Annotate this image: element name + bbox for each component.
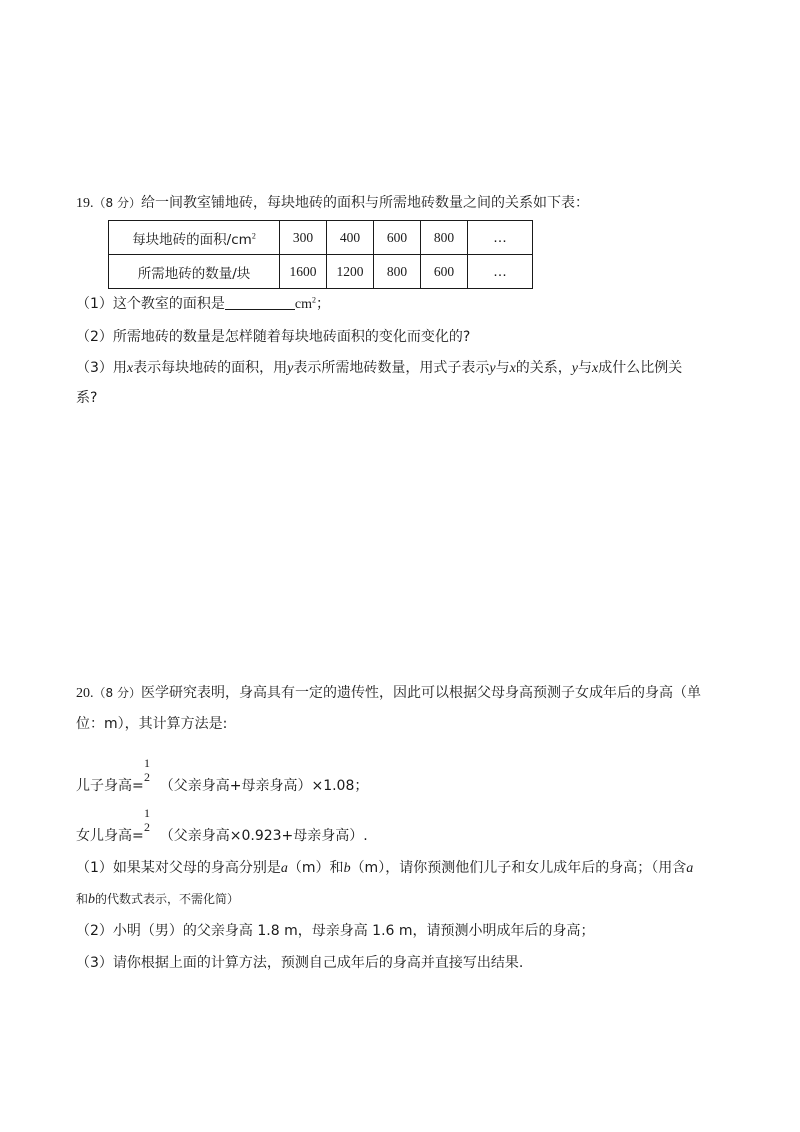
var-b: b <box>343 861 351 876</box>
q19-p3-seg: 成什么比例关 <box>598 360 683 376</box>
var-y: y <box>287 361 294 376</box>
q19-table <box>108 220 533 289</box>
table-cell: 300 <box>280 221 327 255</box>
var-x: x <box>126 361 134 376</box>
q20-stem-text: 医学研究表明，身高具有一定的遗传性，因此可以根据父母身高预测子女成年后的身高（单 <box>140 685 701 701</box>
row1-label-sup: 2 <box>251 231 256 240</box>
son-label: 儿子身高= <box>76 778 144 794</box>
fraction-denominator: 2 <box>144 770 150 784</box>
q19-part3-line2: 系? <box>76 390 98 406</box>
q20-part3: （3）请你根据上面的计算方法，预测自己成年后的身高并直接写出结果. <box>76 955 524 971</box>
table-row1-label <box>109 221 280 255</box>
son-formula-text: （父亲身高+母亲身高）×1.08； <box>159 778 369 794</box>
q19-p3-seg: 表示每块地砖的面积，用 <box>133 360 288 376</box>
var-x: x <box>509 361 516 376</box>
table-cell: 1200 <box>327 255 374 289</box>
var-y: y <box>489 361 496 376</box>
table-cell: … <box>468 221 533 255</box>
q19-part1-end: ； <box>316 296 331 312</box>
q19-p3-seg: 表示所需地砖数量，用式子表示 <box>293 360 490 376</box>
q20-son-formula <box>76 776 368 796</box>
table-cell: 400 <box>327 221 374 255</box>
table-cell: 800 <box>421 221 468 255</box>
table-row <box>109 221 533 255</box>
q19-number: 19. <box>76 196 94 211</box>
daughter-formula-text: （父亲身高×0.923+母亲身高）. <box>159 828 368 844</box>
table-cell: 600 <box>374 221 421 255</box>
var-b: b <box>88 892 96 907</box>
table-cell: … <box>468 255 533 289</box>
q19-part2: （2）所需地砖的数量是怎样随着每块地砖面积的变化而变化的? <box>76 329 471 345</box>
q20-p1-seg: （m）和 <box>287 860 344 876</box>
q19-score: （8 分） <box>93 196 141 210</box>
q19-p3-seg: 与 <box>495 360 510 376</box>
table-row <box>109 255 533 289</box>
q20-number: 20. <box>76 686 94 701</box>
q20-part1-line2 <box>76 889 239 910</box>
q20-p1-seg: （1）如果某对父母的身高分别是 <box>76 860 281 876</box>
var-x: x <box>592 361 599 376</box>
q20-stem <box>76 683 701 704</box>
fraction-denominator: 2 <box>144 820 150 834</box>
q20-score: （8 分） <box>93 686 141 700</box>
row1-label-text: 每块地砖的面积/cm <box>132 231 252 248</box>
q20-stem-line2: 位：m），其计算方法是: <box>76 716 228 732</box>
q19-stem <box>76 193 589 214</box>
table-cell: 800 <box>374 255 421 289</box>
q19-part1-unit-sup: 2 <box>312 295 317 305</box>
q19-p3-seg: （3）用 <box>76 360 127 376</box>
q19-part1 <box>76 294 330 315</box>
table-cell: 600 <box>421 255 468 289</box>
var-y: y <box>571 361 579 376</box>
q20-part1 <box>76 858 693 879</box>
q19-p3-seg: 的关系， <box>515 360 572 376</box>
answer-blank[interactable] <box>225 295 295 310</box>
q20-p1-line2-seg: 的代数式表示，不需化简） <box>95 892 240 906</box>
q19-part3 <box>76 358 682 379</box>
q19-stem-text: 给一间教室铺地砖，每块地砖的面积与所需地砖数量之间的关系如下表： <box>140 195 589 211</box>
q20-p1-seg: （m），请你预测他们儿子和女儿成年后的身高；（用含 <box>350 860 687 876</box>
table-row2-label: 所需地砖的数量/块 <box>109 255 280 289</box>
fraction-numerator: 1 <box>144 756 150 770</box>
var-a: a <box>686 861 694 876</box>
table-cell: 1600 <box>280 255 327 289</box>
daughter-label: 女儿身高= <box>76 828 144 844</box>
q20-part2: （2）小明（男）的父亲身高 1.8 m，母亲身高 1.6 m，请预测小明成年后的身高； <box>76 923 595 939</box>
q20-p1-line2-seg: 和 <box>76 892 89 906</box>
q19-part1-unit: cm <box>294 297 313 312</box>
fraction-numerator: 1 <box>144 806 150 820</box>
q19-part1-text: （1）这个教室的面积是 <box>76 296 225 312</box>
var-a: a <box>280 861 288 876</box>
q19-p3-seg: 与 <box>578 360 593 376</box>
q20-daughter-formula <box>76 826 368 846</box>
